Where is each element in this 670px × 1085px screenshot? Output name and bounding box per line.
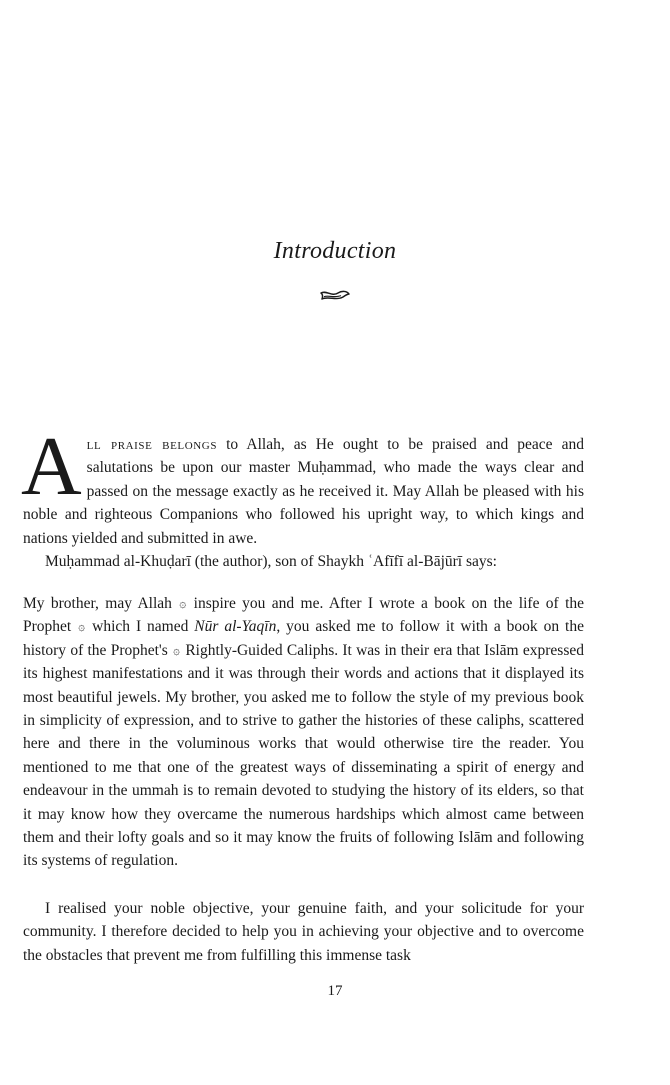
opening-text [21,420,585,573]
scroll-ornament-icon [0,288,670,309]
honorific-glyph-icon: ۞ [179,596,187,610]
opening-small-caps: ll praise belongs [86,436,218,453]
drop-cap: A [21,420,82,513]
main-text [23,592,584,873]
brother-paragraph-text-4: , you asked me to follow it with a book on the history of the Prophet's [23,618,584,659]
chapter-title: Introduction [273,238,397,264]
closing-text [23,897,584,967]
opening-paragraph-text: to Allah, as He ought to be praised and peace and salutations be upon our master Muḥammad, who made the ways clear and passed on the message exactly as he received it. May Allah be pleased with his noble and righteous Companions who followed his upright way, to which kings and nations yielded and submitted in awe. [23,436,585,547]
opening-paragraph [21,420,585,550]
page-number: 17 [327,983,343,999]
honorific-glyph-icon: ۞ [173,642,181,657]
brother-paragraph-text-2: inspire you and me. After I wrote a book on the life of the Prophet [23,595,585,636]
brother-paragraph-text-5: Rightly-Guided Caliphs. It was in their era that Islām expressed its highest manifestations and it was through their words and actions that it displayed its most beautiful jewels. My brother, you asked me to follow the style of my previous book in simplicity of expression, and to strive to gather the histories of these caliphs, scattered here and there in the voluminous works that would otherwise tire the reader. You mentioned to me that one of the greatest ways of disseminating a spirit of energy and endeavour in the ummah is to remain devoted to studying the history of its elders, so that it may know how they overcame the numerous hardships which almost came between them and their lofty goals and so it may know the fruits of following Islām and following its systems of regulation. [23,641,584,870]
realised-paragraph: I realised your noble objective, your genuine faith, and your solicitude for your community. I therefore decided to help you in achieving your objective and to overcome the obstacles that prevent me from fulfilling this immense task [23,900,584,964]
author-line: Muḥammad al-Khuḍarī (the author), son of Shaykh ʿAfīfī al-Bājūrī says: [45,553,497,571]
brother-paragraph-text-1: My brother, may Allah [23,595,179,612]
brother-paragraph [23,592,584,873]
book-title: Nūr al-Yaqīn [194,618,277,636]
brother-paragraph-text-3: which I named [86,618,195,636]
honorific-glyph-icon: ۞ [78,619,86,634]
